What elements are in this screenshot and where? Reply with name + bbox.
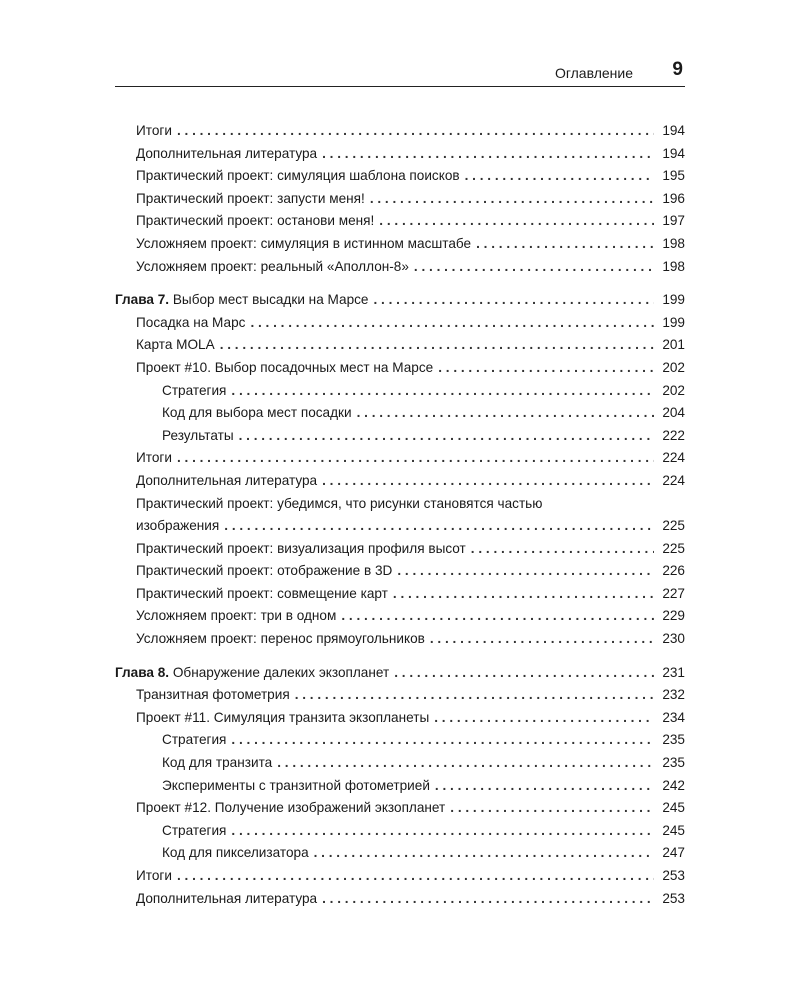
toc-entry-page: 232: [662, 687, 685, 703]
running-header: [115, 58, 685, 87]
chapter-number: Глава 7.: [115, 292, 170, 308]
toc-entry-page: 194: [662, 123, 685, 138]
toc-entry-title: Усложняем проект: три в одном: [136, 608, 337, 624]
toc-entry-page: 222: [662, 427, 685, 443]
toc-entry-title: Результаты: [162, 427, 234, 443]
dot-leader: [177, 865, 654, 888]
toc-entry-title: Код для транзита: [162, 755, 273, 771]
dot-leader: [295, 684, 654, 707]
toc-entry-title: Дополнительная литература: [136, 890, 318, 906]
toc-entry[interactable]: [115, 447, 685, 470]
chapter-number: Глава 8.: [115, 664, 170, 680]
toc-entry-page: 229: [662, 608, 685, 624]
dot-leader: [370, 188, 654, 211]
dot-leader: [397, 560, 654, 583]
toc-entry-page: 199: [662, 314, 685, 330]
dot-leader: [322, 470, 654, 493]
dot-leader: [341, 605, 654, 628]
dot-leader: [357, 402, 654, 425]
toc-entry[interactable]: [115, 233, 685, 256]
toc-entry-page: 224: [662, 450, 685, 466]
toc-entry-page: 227: [662, 585, 685, 601]
toc-entry-title: Усложняем проект: перенос прямоугольников: [136, 631, 425, 647]
toc-entry-title: Дополнительная литература: [136, 145, 318, 161]
toc-entry[interactable]: [115, 583, 685, 606]
dot-leader: [224, 515, 654, 538]
toc-entry-multiline[interactable]: [115, 493, 685, 538]
dot-leader: [471, 538, 654, 561]
toc-chapter-entry[interactable]: [115, 662, 685, 685]
toc-entry[interactable]: [115, 120, 685, 143]
toc-entry[interactable]: [115, 165, 685, 188]
toc-entry[interactable]: [115, 865, 685, 888]
toc-entry-title: Итоги: [136, 123, 172, 138]
toc-entry-title: Практический проект: запусти меня!: [136, 190, 365, 206]
dot-leader: [322, 888, 654, 911]
toc-subentry[interactable]: [115, 820, 685, 843]
toc-subentry[interactable]: [115, 842, 685, 865]
dot-leader: [239, 425, 654, 448]
dot-leader: [393, 583, 654, 606]
toc-entry[interactable]: [115, 888, 685, 911]
toc-entry-title: Дополнительная литература: [136, 472, 318, 488]
toc-entry-page: 202: [662, 382, 685, 398]
toc-entry-page: 225: [662, 540, 685, 556]
dot-leader: [414, 256, 654, 279]
toc-entry[interactable]: [115, 357, 685, 380]
dot-leader: [250, 312, 654, 335]
toc-entry[interactable]: [115, 143, 685, 166]
toc-entry[interactable]: [115, 538, 685, 561]
toc-entry-page: 199: [662, 292, 685, 308]
dot-leader: [434, 707, 654, 730]
dot-leader: [277, 752, 654, 775]
dot-leader: [220, 334, 654, 357]
toc-entry[interactable]: [115, 470, 685, 493]
toc-entry-title: Код для выбора мест посадки: [162, 405, 352, 421]
toc-entry-page: 204: [662, 405, 685, 421]
toc-entry[interactable]: [115, 334, 685, 357]
toc-entry-page: 235: [662, 755, 685, 771]
dot-leader: [322, 143, 654, 166]
toc-entry-page: 253: [662, 890, 685, 906]
toc-entry-page: 231: [662, 664, 685, 680]
dot-leader: [465, 165, 654, 188]
chapter-title: Выбор мест высадки на Марсе: [172, 292, 369, 308]
dot-leader: [231, 729, 654, 752]
toc-subentry[interactable]: [115, 380, 685, 403]
dot-leader: [177, 120, 654, 143]
dot-leader: [379, 210, 654, 233]
toc-entry-title: Практический проект: визуализация профиля высот: [136, 540, 466, 556]
dot-leader: [314, 842, 654, 865]
dot-leader: [430, 628, 654, 651]
toc-subentry[interactable]: [115, 402, 685, 425]
toc-entry[interactable]: [115, 707, 685, 730]
dot-leader: [231, 380, 654, 403]
toc-entry-title: Код для пикселизатора: [162, 845, 309, 861]
toc-entry-page: 245: [662, 800, 685, 816]
toc-entry-page: 226: [662, 563, 685, 579]
toc-entry-page: 235: [662, 732, 685, 748]
toc-entry-page: 197: [662, 213, 685, 229]
dot-leader: [438, 357, 654, 380]
toc-entry-page: 225: [662, 518, 685, 534]
toc-entry-title: Стратегия: [162, 732, 227, 748]
toc-entry-title: Практический проект: совмещение карт: [136, 585, 388, 601]
toc-entry-title-line1: Практический проект: убедимся, что рисунки становятся частью: [136, 495, 543, 511]
dot-leader: [231, 820, 654, 843]
toc-entry[interactable]: [115, 628, 685, 651]
toc-entry[interactable]: [115, 605, 685, 628]
toc-subentry[interactable]: [115, 775, 685, 798]
toc-entry[interactable]: [115, 188, 685, 211]
dot-leader: [450, 797, 654, 820]
toc-entry-title: Практический проект: останови меня!: [136, 213, 375, 229]
toc-entry-page: 198: [662, 258, 685, 274]
toc-subentry[interactable]: [115, 729, 685, 752]
toc-entry-title: Итоги: [136, 868, 172, 883]
toc-entry-page: 196: [662, 190, 685, 206]
toc-entry[interactable]: [115, 797, 685, 820]
table-of-contents: [115, 120, 685, 910]
toc-entry-title: Транзитная фотометрия: [136, 687, 290, 703]
toc-entry-title: Усложняем проект: симуляция в истинном масштабе: [136, 235, 472, 251]
toc-entry[interactable]: [115, 210, 685, 233]
toc-chapter-entry[interactable]: [115, 289, 685, 312]
toc-entry-title: Посадка на Марс: [136, 314, 246, 330]
toc-entry-page: 230: [662, 631, 685, 647]
toc-entry-page: 253: [662, 868, 685, 883]
dot-leader: [435, 775, 654, 798]
toc-entry-page: 202: [662, 359, 685, 375]
section-title: Оглавление: [554, 65, 633, 81]
toc-subentry[interactable]: [115, 752, 685, 775]
toc-subentry[interactable]: [115, 425, 685, 448]
toc-entry-page: 195: [662, 168, 685, 184]
chapter-title: Обнаружение далеких экзопланет: [172, 664, 390, 680]
toc-entry[interactable]: [115, 560, 685, 583]
toc-entry-title: Практический проект: симуляция шаблона поисков: [136, 168, 460, 184]
toc-entry[interactable]: [115, 312, 685, 335]
toc-entry-page: 194: [662, 145, 685, 161]
dot-leader: [177, 447, 654, 470]
toc-entry-title: Проект #12. Получение изображений экзопланет: [136, 800, 446, 816]
toc-entry-title: Стратегия: [162, 382, 227, 398]
toc-entry-page: 201: [662, 337, 685, 353]
dot-leader: [373, 289, 654, 312]
toc-entry-title: Проект #10. Выбор посадочных мест на Марсе: [136, 359, 434, 375]
toc-entry-title: изображения: [136, 518, 220, 534]
toc-entry-title: Усложняем проект: реальный «Аполлон-8»: [136, 258, 409, 274]
toc-entry-title: Итоги: [136, 450, 172, 466]
toc-entry-page: 242: [662, 777, 685, 793]
toc-entry-page: 198: [662, 235, 685, 251]
toc-entry-page: 247: [662, 845, 685, 861]
toc-entry[interactable]: [115, 684, 685, 707]
toc-entry[interactable]: [115, 256, 685, 279]
toc-entry-title: Карта MOLA: [136, 337, 215, 353]
page-number: 9: [672, 59, 683, 80]
dot-leader: [476, 233, 654, 256]
toc-entry-title: Стратегия: [162, 822, 227, 838]
toc-entry-page: 245: [662, 822, 685, 838]
toc-entry-title: Эксперименты с транзитной фотометрией: [162, 777, 430, 793]
toc-entry-title: Практический проект: отображение в 3D: [136, 563, 393, 579]
toc-entry-page: 224: [662, 472, 685, 488]
toc-entry-page: 234: [662, 709, 685, 725]
toc-entry-title: Проект #11. Симуляция транзита экзопланеты: [136, 709, 430, 725]
dot-leader: [394, 662, 654, 685]
